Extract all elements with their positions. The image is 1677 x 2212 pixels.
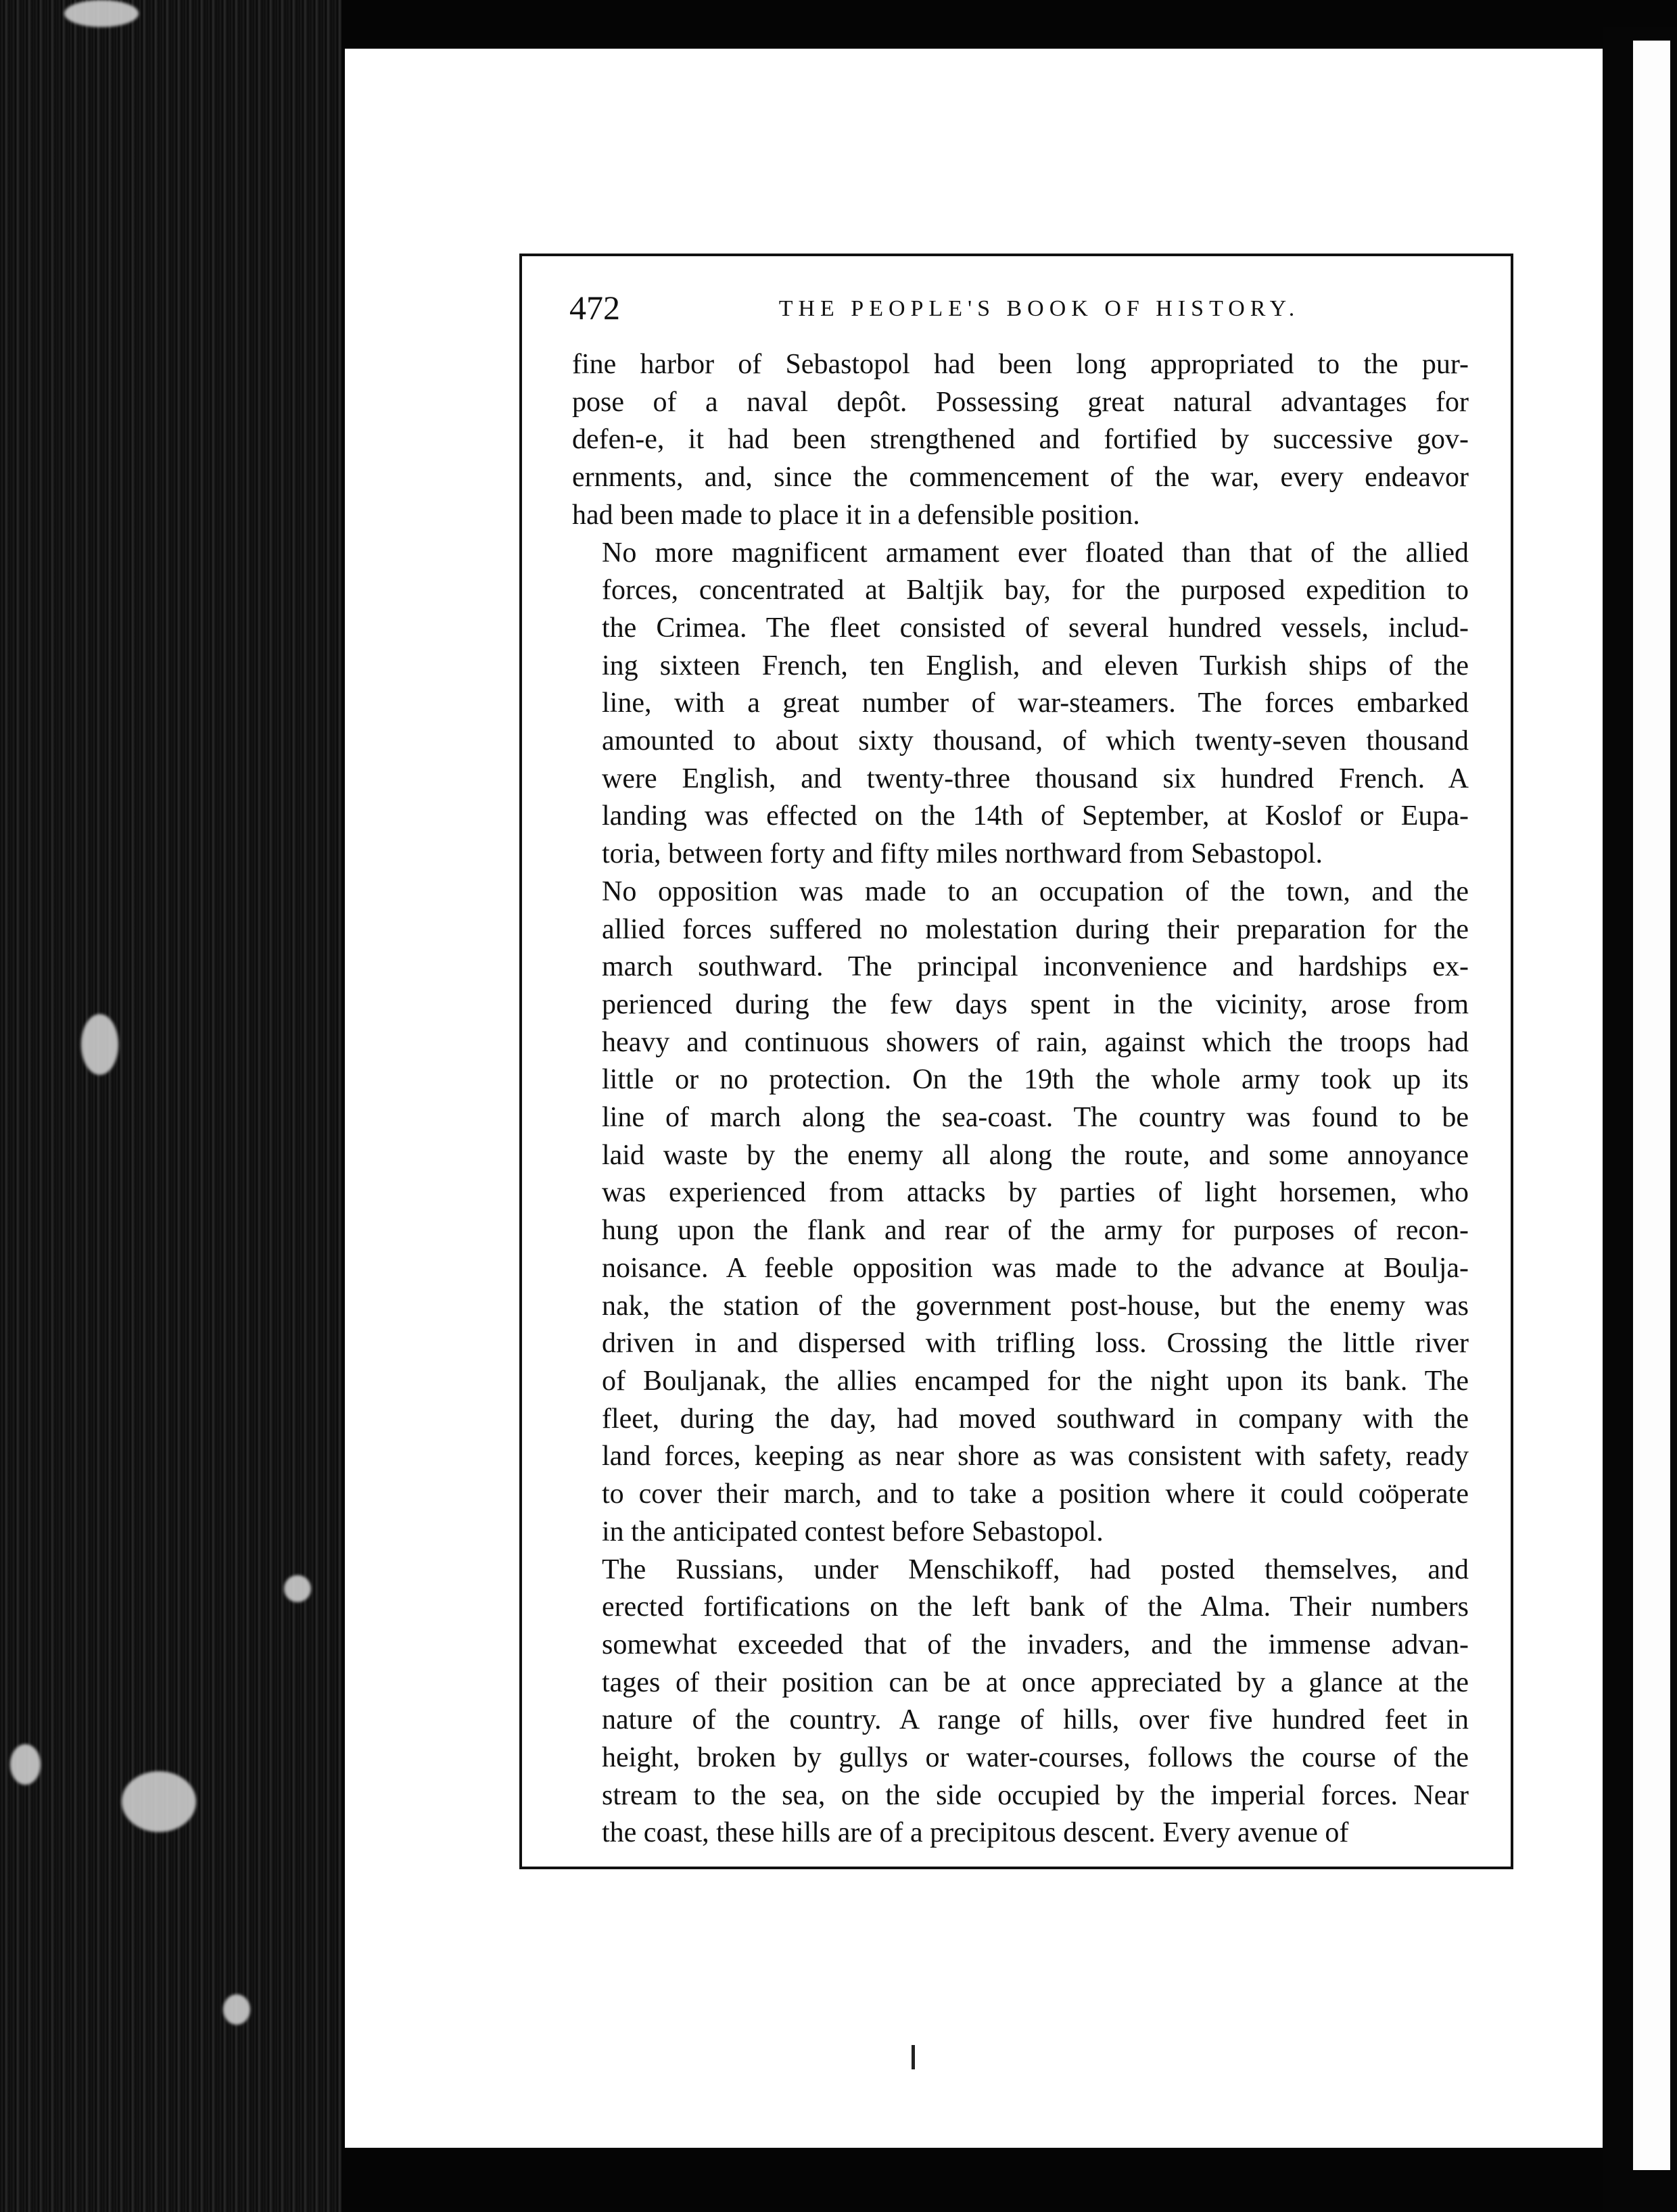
text-line: laid waste by the enemy all along the route, and some annoyance xyxy=(602,1139,1469,1171)
text-line: of Bouljanak, the allies encamped for the night upon its bank. The xyxy=(602,1365,1469,1397)
text-line: ernments, and, since the commencement of the war, every endeavor xyxy=(572,462,1469,494)
text-line: amounted to about sixty thousand, of which twenty-seven thousand xyxy=(602,725,1469,757)
page-number: 472 xyxy=(569,289,620,327)
text-line: No opposition was made to an occupation of the town, and the xyxy=(602,875,1469,907)
running-head: THE PEOPLE'S BOOK OF HISTORY. xyxy=(778,296,1300,321)
text-line: tages of their position can be at once appreciated by a glance at the xyxy=(602,1666,1469,1698)
text-line: was experienced from attacks by parties of light horsemen, who xyxy=(602,1177,1469,1209)
text-line: heavy and continuous showers of rain, against which the troops had xyxy=(602,1026,1469,1058)
body-text xyxy=(572,346,1469,1852)
text-line: perienced during the few days spent in the vicinity, arose from xyxy=(602,988,1469,1020)
paragraph xyxy=(572,346,1469,535)
text-line: noisance. A feeble opposition was made to the advance at Boulja- xyxy=(602,1252,1469,1284)
text-line: nak, the station of the government post-house, but the enemy was xyxy=(602,1290,1469,1322)
text-line: fine harbor of Sebastopol had been long appropriated to the pur- xyxy=(572,349,1469,380)
text-line: land forces, keeping as near shore as was consistent with safety, ready xyxy=(602,1441,1469,1472)
text-line: the Crimea. The fleet consisted of several hundred vessels, includ- xyxy=(602,612,1469,644)
next-page-edge xyxy=(1633,41,1670,2170)
spine-speck xyxy=(223,1994,250,2025)
text-line: fleet, during the day, had moved southward in company with the xyxy=(602,1403,1469,1435)
ink-mark xyxy=(912,2045,915,2069)
text-line: stream to the sea, on the side occupied by the imperial forces. Near xyxy=(602,1779,1469,1811)
text-line: No more magnificent armament ever floated than that of the allied xyxy=(602,537,1469,569)
text-line: erected fortifications on the left bank of the Alma. Their numbers xyxy=(602,1591,1469,1623)
text-line: landing was effected on the 14th of September, at Koslof or Eupa- xyxy=(602,800,1469,832)
book-spine xyxy=(0,0,341,2212)
text-line: were English, and twenty-three thousand six hundred French. A xyxy=(602,763,1469,794)
text-line: had been made to place it in a defensible position. xyxy=(572,499,1140,531)
spine-speck xyxy=(81,1014,118,1075)
text-line: somewhat exceeded that of the invaders, and the immense advan- xyxy=(602,1629,1469,1660)
page-header xyxy=(569,287,1469,328)
text-line: The Russians, under Menschikoff, had posted themselves, and xyxy=(602,1554,1469,1585)
text-line: line, with a great number of war-steamers. The forces embarked xyxy=(602,688,1469,719)
spine-speck xyxy=(10,1744,41,1785)
text-line: march southward. The principal inconvenience and hardships ex- xyxy=(602,951,1469,983)
spine-speck xyxy=(122,1771,196,1832)
paragraph xyxy=(572,873,1469,1552)
text-line: height, broken by gullys or water-courses, follows the course of the xyxy=(602,1742,1469,1774)
paragraph xyxy=(572,1552,1469,1853)
paragraph xyxy=(572,535,1469,873)
text-line: ing sixteen French, ten English, and eleven Turkish ships of the xyxy=(602,650,1469,681)
text-line: nature of the country. A range of hills, over five hundred feet in xyxy=(602,1704,1469,1736)
text-line: pose of a naval depôt. Possessing great natural advantages for xyxy=(572,386,1469,418)
text-line: toria, between forty and fifty miles northward from Sebastopol. xyxy=(602,838,1323,870)
text-line: allied forces suffered no molestation during their preparation for the xyxy=(602,913,1469,945)
text-line: in the anticipated contest before Sebastopol. xyxy=(602,1516,1104,1547)
text-line: to cover their march, and to take a position where it could coöperate xyxy=(602,1478,1469,1510)
spine-speck xyxy=(64,0,139,27)
text-line: forces, concentrated at Baltjik bay, for the purposed expedition to xyxy=(602,575,1469,606)
text-line: line of march along the sea-coast. The country was found to be xyxy=(602,1102,1469,1134)
text-line: little or no protection. On the 19th the whole army took up its xyxy=(602,1064,1469,1096)
text-line: driven in and dispersed with trifling loss. Crossing the little river xyxy=(602,1328,1469,1360)
spine-speck xyxy=(284,1575,311,1602)
text-line: the coast, these hills are of a precipitous descent. Every avenue of xyxy=(602,1817,1349,1849)
text-line: defen-e, it had been strengthened and fortified by successive gov- xyxy=(572,424,1469,456)
text-line: hung upon the flank and rear of the army for purposes of recon- xyxy=(602,1215,1469,1247)
